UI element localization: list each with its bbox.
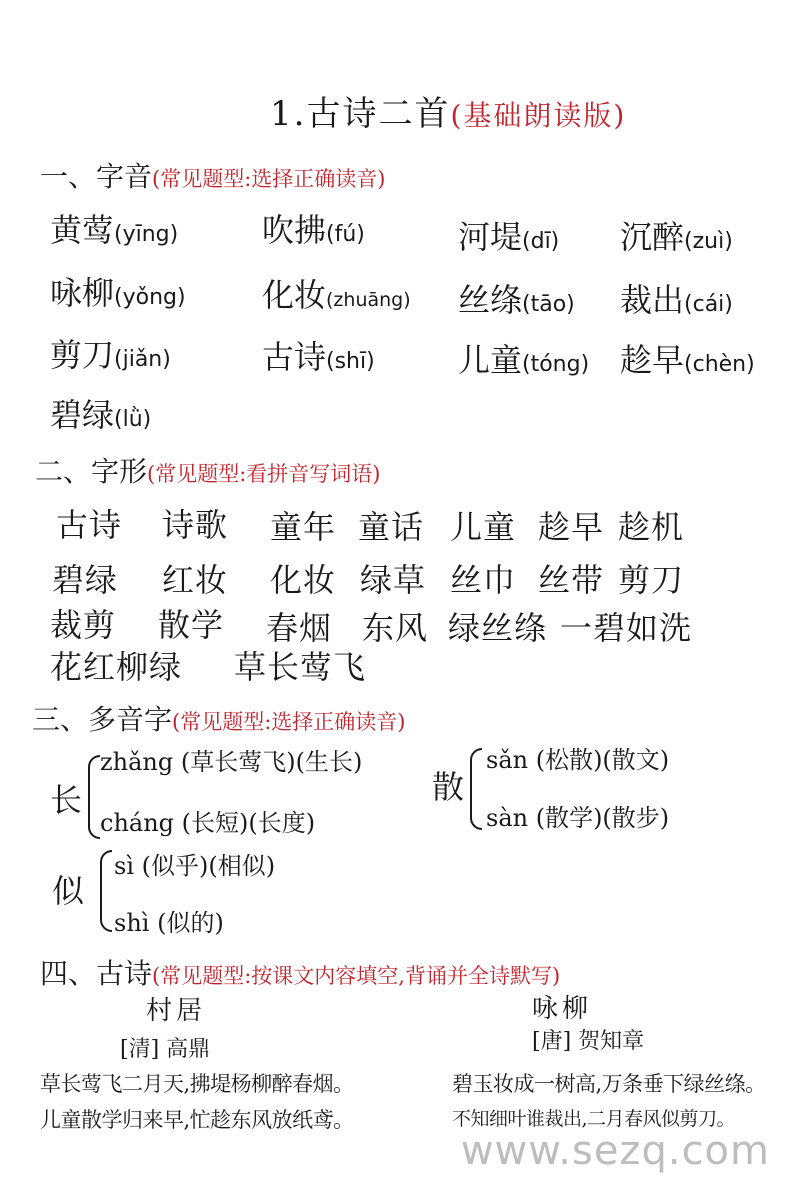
section-heading-polyphone	[32, 698, 405, 738]
section-label: 二、字形	[35, 455, 148, 488]
pron-item: 黄莺(yīng)	[50, 211, 179, 249]
poem-line: 不知细叶谁裁出,二月春风似剪刀。	[452, 1108, 736, 1130]
word-item: 童年	[270, 508, 337, 546]
poem-line: 草长莺飞二月天,拂堤杨柳醉春烟。	[40, 1072, 354, 1096]
word-item: 春烟	[266, 609, 333, 647]
pron-item: 吹拂(fú)	[262, 211, 365, 249]
word-item: 丝带	[538, 561, 605, 599]
word-item: 童话	[358, 508, 425, 546]
title-note: (基础朗读版)	[450, 99, 627, 132]
word-item: 碧绿	[52, 561, 119, 599]
word-item: 散学	[158, 606, 225, 644]
word-item: 趁早	[538, 508, 605, 546]
polyphone-char: 散	[432, 768, 465, 806]
section-note: (常见题型:看拼音写词语)	[147, 462, 381, 486]
polyphone-char: 似	[52, 872, 85, 910]
pron-item: 沉醉(zuì)	[620, 218, 733, 256]
pron-item: 古诗(shī)	[262, 338, 375, 376]
pron-item: 咏柳(yǒng)	[50, 274, 186, 312]
pron-item: 儿童(tóng)	[458, 341, 590, 379]
section-label: 四、古诗	[40, 957, 153, 990]
section-heading-glyph	[35, 450, 380, 490]
word-item: 诗歌	[162, 506, 229, 544]
section-note: (常见题型:按课文内容填空,背诵并全诗默写)	[152, 964, 561, 988]
polyphone-char: 长	[50, 781, 83, 819]
watermark: www.sezq.com	[460, 1128, 770, 1174]
pron-item: 丝绦(tāo)	[458, 281, 575, 319]
poem-title: 咏柳	[532, 994, 593, 1024]
word-item: 一碧如洗	[560, 609, 693, 647]
word-item: 东风	[362, 609, 429, 647]
pron-item: 剪刀(jiǎn)	[50, 336, 171, 374]
pron-item: 河堤(dī)	[458, 218, 560, 256]
section-label: 一、字音	[40, 160, 153, 193]
poem-line: 碧玉妆成一树高,万条垂下绿丝绦。	[452, 1072, 766, 1096]
pron-item: 裁出(cái)	[620, 281, 733, 319]
word-item: 绿草	[360, 561, 427, 599]
word-item: 丝巾	[450, 561, 517, 599]
poem-title: 村居	[146, 996, 207, 1026]
polyphone-reading: zhǎng (草长莺飞)(生长)	[100, 748, 363, 776]
title-main: 1.古诗二首	[270, 94, 451, 134]
section-note: (常见题型:选择正确读音)	[172, 710, 406, 734]
section-heading-pronunciation	[40, 155, 385, 195]
brace	[88, 755, 100, 839]
word-item: 剪刀	[618, 561, 685, 599]
pron-item: 碧绿(lǜ)	[50, 396, 152, 434]
word-item: 化妆	[270, 561, 337, 599]
pron-item: 化妆(zhuāng)	[262, 276, 411, 314]
poem-author: [唐] 贺知章	[532, 1029, 645, 1054]
poem-line: 儿童散学归来早,忙趁东风放纸鸢。	[40, 1108, 354, 1132]
brace	[470, 748, 482, 830]
word-item: 趁机	[618, 508, 685, 546]
word-item: 花红柳绿	[50, 648, 183, 686]
section-heading-poems	[40, 952, 560, 992]
section-note: (常见题型:选择正确读音)	[152, 167, 386, 191]
section-label: 三、多音字	[32, 703, 173, 736]
page-title	[270, 86, 626, 135]
polyphone-reading: cháng (长短)(长度)	[100, 809, 316, 837]
pron-item: 趁早(chèn)	[620, 341, 755, 379]
polyphone-reading: sì (似乎)(相似)	[114, 852, 276, 880]
polyphone-reading: sǎn (松散)(散文)	[486, 746, 670, 774]
brace	[100, 850, 112, 932]
polyphone-reading: shì (似的)	[114, 909, 224, 937]
poem-author: [清] 高鼎	[120, 1037, 211, 1062]
word-item: 儿童	[450, 508, 517, 546]
polyphone-reading: sàn (散学)(散步)	[486, 804, 670, 832]
word-item: 裁剪	[50, 606, 117, 644]
word-item: 红妆	[162, 561, 229, 599]
word-item: 草长莺飞	[234, 648, 367, 686]
word-item: 古诗	[56, 506, 123, 544]
word-item: 绿丝绦	[448, 609, 548, 647]
